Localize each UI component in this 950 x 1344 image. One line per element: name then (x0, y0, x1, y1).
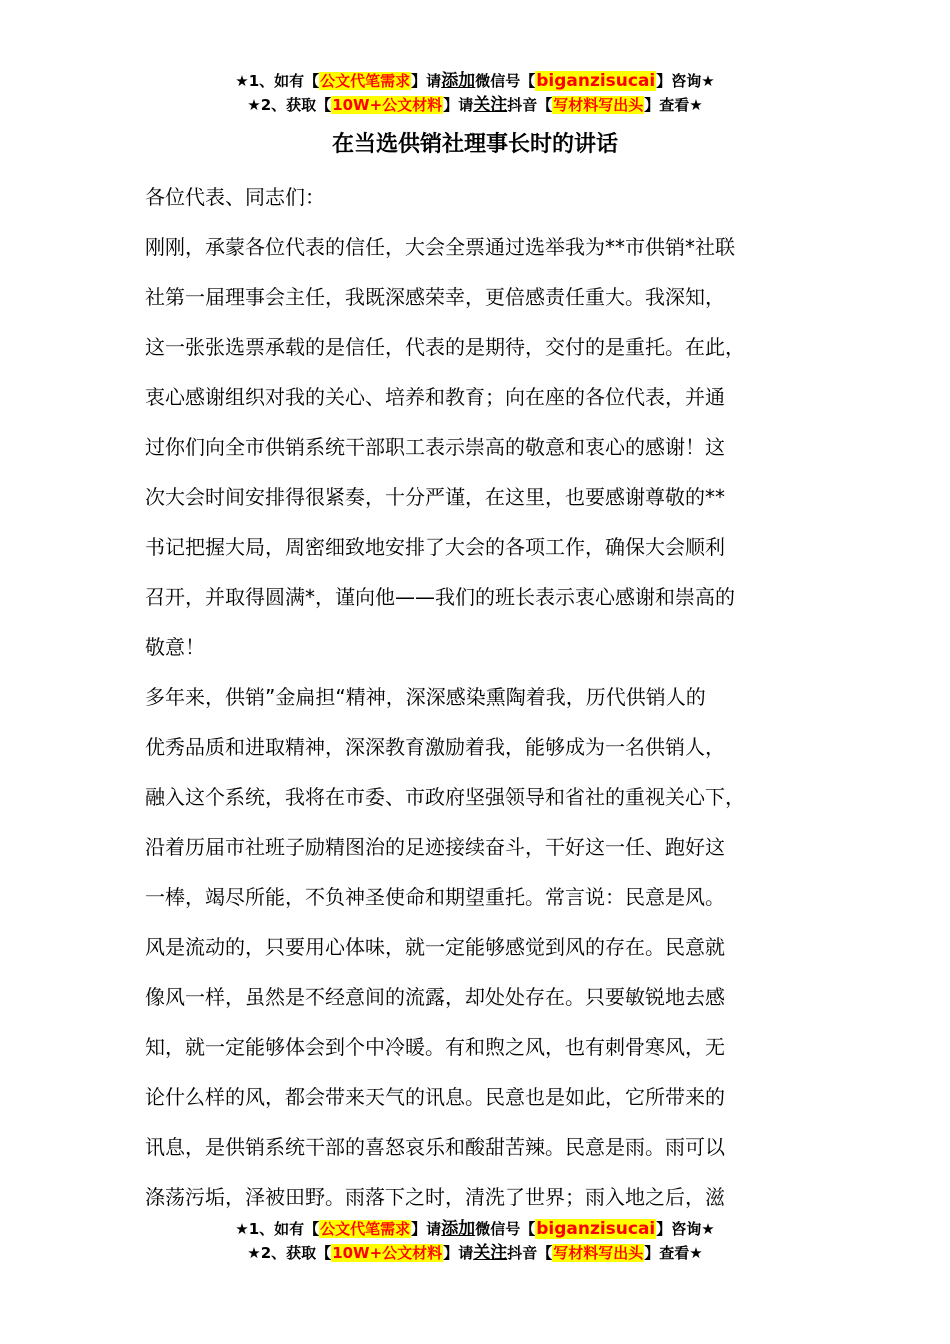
banner-emphasis: 添加 (441, 71, 476, 91)
body-line: 一棒，竭尽所能，不负神圣使命和期望重托。常言说：民意是风。 (145, 885, 725, 909)
banner-text: 抖音【 (507, 96, 553, 114)
banner-text: 】请 (443, 1244, 474, 1262)
banner-wechat-id: biganzisucai (536, 1219, 656, 1239)
footer-banner (0, 1217, 950, 1265)
banner-text: 】查看★ (644, 1244, 703, 1262)
body-line: 知，就一定能够体会到个中冷暖。有和煦之风，也有刺骨寒风，无 (145, 1035, 725, 1059)
banner-emphasis: 添加 (441, 1219, 476, 1239)
banner-text: 】请 (411, 1220, 442, 1238)
banner-highlight: 10W+公文材料 (332, 96, 443, 114)
document-title: 在当选供销社理事长时的讲话 (331, 132, 618, 157)
banner-text: ★2、获取【 (247, 1244, 332, 1262)
body-line: 次大会时间安排得很紧奏，十分严谨，在这里，也要感谢尊敬的** (145, 485, 725, 509)
body-line: 书记把握大局，周密细致地安排了大会的各项工作，确保大会顺利 (145, 535, 725, 559)
body-line: 涤荡污垢，泽被田野。雨落下之时，清洗了世界；雨入地之后，滋 (145, 1185, 725, 1209)
banner-douyin-id: 写材料写出头 (553, 96, 644, 114)
banner-text: ★1、如有【 (235, 1220, 320, 1238)
banner-emphasis: 关注 (473, 95, 508, 115)
banner-text: 】请 (443, 96, 474, 114)
banner-wechat-id: biganzisucai (536, 71, 656, 91)
body-line: 过你们向全市供销系统干部职工表示崇高的敬意和衷心的感谢！这 (145, 435, 725, 459)
banner-douyin-id: 写材料写出头 (553, 1244, 644, 1262)
body-line: 沿着历届市社班子励精图治的足迹接续奋斗，干好这一任、跑好这 (145, 835, 725, 859)
banner-text: 抖音【 (507, 1244, 553, 1262)
body-line: 论什么样的风，都会带来天气的讯息。民意也是如此，它所带来的 (145, 1085, 725, 1109)
banner-text: 】请 (411, 72, 442, 90)
greeting: 各位代表、同志们： (145, 185, 325, 209)
banner-highlight: 公文代笔需求 (320, 72, 411, 90)
document-body (145, 172, 835, 1222)
body-line: 衷心感谢组织对我的关心、培养和教育；向在座的各位代表，并通 (145, 385, 725, 409)
body-line: 优秀品质和进取精神，深深教育激励着我，能够成为一名供销人， (145, 735, 725, 759)
body-line: 召开，并取得圆满*，谨向他——我们的班长表示衷心感谢和崇高的 (145, 585, 735, 609)
header-banner (0, 69, 950, 117)
banner-text: ★1、如有【 (235, 72, 320, 90)
body-line: 刚刚，承蒙各位代表的信任，大会全票通过选举我为**市供销*社联 (145, 235, 735, 259)
body-line: 多年来，供销”金扁担“精神，深深感染熏陶着我，历代供销人的 (145, 685, 706, 709)
banner-line-1 (0, 69, 950, 93)
body-line: 风是流动的，只要用心体味，就一定能够感觉到风的存在。民意就 (145, 935, 725, 959)
body-line: 融入这个系统，我将在市委、市政府坚强领导和省社的重视关心下， (145, 785, 745, 809)
banner-highlight: 10W+公文材料 (332, 1244, 443, 1262)
body-line: 这一张张选票承载的是信任，代表的是期待，交付的是重托。在此， (145, 335, 745, 359)
banner-text: 】咨询★ (656, 1220, 715, 1238)
banner-emphasis: 关注 (473, 1243, 508, 1263)
body-line: 社第一届理事会主任，我既深感荣幸，更倍感责任重大。我深知， (145, 285, 725, 309)
body-line: 像风一样，虽然是不经意间的流露，却处处存在。只要敏锐地去感 (145, 985, 725, 1009)
banner-line-1 (0, 1217, 950, 1241)
banner-line-2 (0, 93, 950, 117)
banner-text: ★2、获取【 (247, 96, 332, 114)
banner-highlight: 公文代笔需求 (320, 1220, 411, 1238)
banner-line-2 (0, 1241, 950, 1265)
body-line: 敬意！ (145, 635, 205, 659)
banner-text: 】查看★ (644, 96, 703, 114)
banner-text: 微信号【 (475, 1220, 536, 1238)
banner-text: 】咨询★ (656, 72, 715, 90)
body-line: 讯息，是供销系统干部的喜怒哀乐和酸甜苦辣。民意是雨。雨可以 (145, 1135, 725, 1159)
banner-text: 微信号【 (475, 72, 536, 90)
